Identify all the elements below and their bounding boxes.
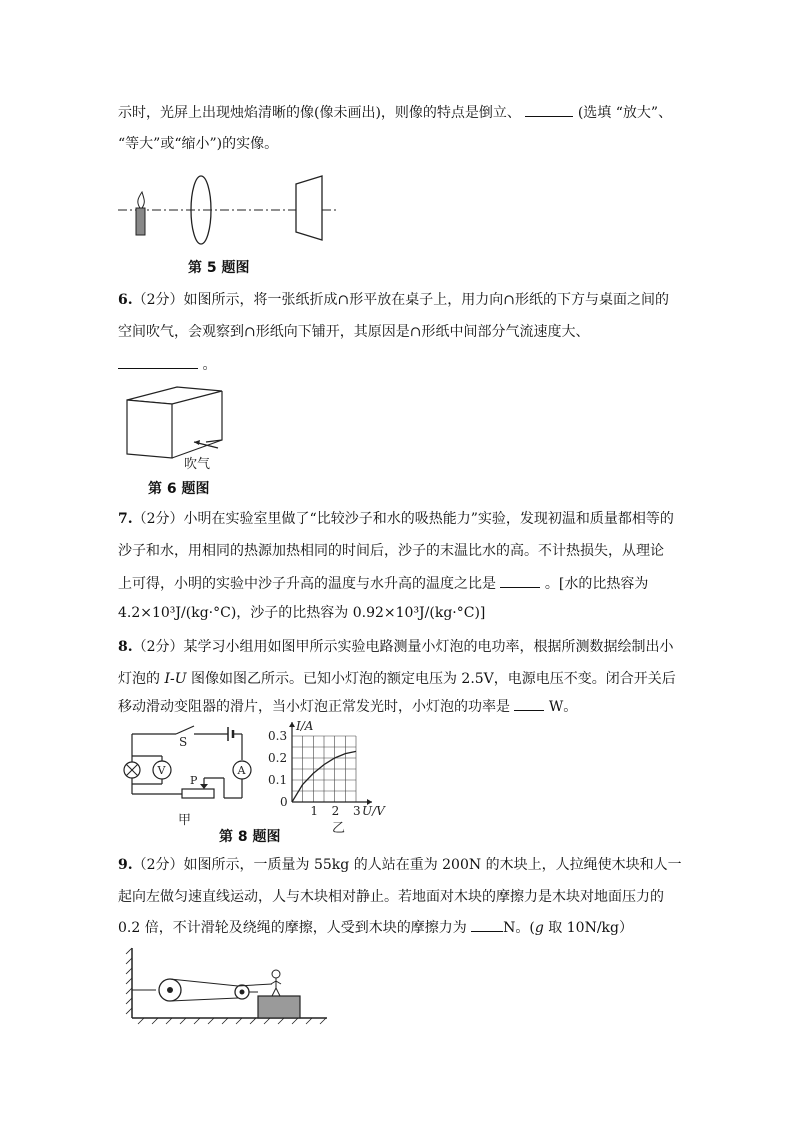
q6-line1	[118, 291, 669, 309]
q7-number: 7.	[118, 511, 133, 527]
switch-lever	[176, 726, 194, 734]
airflow-arrowhead	[194, 440, 200, 445]
chart-grid	[292, 736, 356, 802]
x-tick-label: 3	[353, 804, 361, 818]
person-head	[272, 970, 280, 978]
q6-line3	[118, 355, 216, 374]
q7-line3-suffix: 。[水的比热容为	[544, 576, 649, 592]
paper-front-side	[127, 400, 172, 458]
chart-x-axis-label: U/V	[362, 804, 385, 818]
q9-number: 9.	[118, 857, 133, 873]
q8-number: 8.	[118, 639, 133, 655]
y-axis-arrow	[289, 722, 295, 727]
q9-answer-blank[interactable]	[471, 918, 503, 932]
q6-answer-blank[interactable]	[118, 355, 198, 369]
q7-line4: 4.2×10³J/(kg·°C)，沙子的比热容为 0.92×10³J/(kg·°C)]	[118, 605, 486, 621]
q6-figure-folded-paper	[122, 382, 232, 474]
slider-label: P	[190, 774, 198, 787]
q5-line2: “等大”或“缩小”)的实像。	[118, 136, 279, 152]
q9-line2: 起向左做匀速直线运动，人与木块相对静止。若地面对木块的摩擦力是木块对地面压力的	[118, 889, 664, 905]
x-tick-label: 1	[310, 804, 318, 818]
q7-line1-text: （2分）小明在实验室里做了“比较沙子和水的吸热能力”实验，发现初温和质量都相等的	[132, 511, 674, 527]
y-tick-label: 0.1	[268, 773, 288, 787]
q9-line3-prefix: 0.2 倍，不计滑轮及绕绳的摩擦，人受到木块的摩擦力为	[118, 920, 467, 936]
candle-flame	[138, 192, 144, 208]
q8-iu-chart	[268, 718, 398, 836]
q6-blow-label: 吹气	[184, 457, 211, 472]
candle	[136, 208, 145, 235]
q9-g-symbol: g	[534, 920, 544, 936]
light-screen	[296, 176, 322, 240]
q7-answer-blank[interactable]	[500, 574, 540, 588]
q8-answer-blank[interactable]	[514, 697, 544, 711]
q5-figure-lens-setup	[118, 172, 348, 250]
q9-line3-suffix: 取 10N/kg）	[543, 920, 633, 936]
q8-caption: 第 8 题图	[219, 829, 281, 845]
switch-label: S	[179, 735, 188, 749]
ground-hatching	[138, 1018, 326, 1024]
chart-label-yi: 乙	[332, 821, 346, 836]
q7-line3	[118, 574, 648, 593]
q7-line2: 沙子和水，用相同的热源加热相同的时间后，沙子的末温比水的高。不计热损失，从理论	[118, 543, 664, 559]
q8-line1	[118, 638, 674, 656]
q8-line3-suffix: W。	[548, 699, 578, 715]
q6-line1-text: （2分）如图所示，将一张纸折成∩形平放在桌子上，用力向∩形纸的下方与桌面之间的	[132, 292, 669, 308]
q6-line3-suffix: 。	[202, 357, 217, 373]
fixed-pulley-axle	[167, 987, 173, 993]
y-tick-label: 0.2	[268, 751, 288, 765]
q5-caption: 第 5 题图	[188, 260, 250, 276]
q8-circuit-diagram	[120, 722, 260, 832]
person-arm-right	[276, 981, 281, 984]
q8-line3-prefix: 移动滑动变阻器的滑片，当小灯泡正常发光时，小灯泡的功率是	[118, 699, 510, 715]
q9-line1-text: （2分）如图所示，一质量为 55kg 的人站在重为 200N 的木块上，人拉绳使木块和人一	[132, 857, 682, 873]
q7-line1	[118, 510, 674, 528]
q8-iu-label: I-U	[164, 671, 187, 687]
ammeter-label: A	[237, 764, 246, 777]
person-leg-right	[276, 988, 280, 996]
q9-figure-pulley-block	[122, 944, 332, 1026]
q5-line1-prefix: 示时，光屏上出现烛焰清晰的像(像未画出)，则像的特点是倒立、	[118, 105, 521, 121]
q9-line1	[118, 856, 682, 874]
x-tick-label: 2	[331, 804, 340, 818]
rheostat	[182, 789, 214, 798]
q8-line2	[118, 670, 676, 688]
q6-caption: 第 6 题图	[148, 481, 210, 497]
rope-lower	[170, 998, 238, 1001]
q5-line1-suffix: (选填 “放大”、	[577, 105, 673, 121]
voltmeter-label: V	[157, 764, 166, 777]
q8-line2-suffix: 图像如图乙所示。已知小灯泡的额定电压为 2.5V，电源电压不变。闭合开关后	[186, 671, 676, 687]
y-tick-label: 0.3	[268, 729, 288, 743]
q5-line1	[118, 103, 672, 122]
q5-answer-blank[interactable]	[525, 103, 573, 117]
chart-y-axis-label: I/A	[296, 719, 314, 733]
chart-axes	[289, 722, 372, 805]
q9-line3	[118, 918, 633, 937]
paper-back-side	[206, 391, 222, 442]
person-leg-left	[272, 988, 276, 996]
q7-line3-prefix: 上可得，小明的实验中沙子升高的温度与水升高的温度之比是	[118, 576, 496, 592]
person-arm-left	[271, 981, 276, 984]
slider-arrowhead	[200, 784, 208, 789]
q8-line2-prefix: 灯泡的	[118, 671, 165, 687]
wall-hatching	[126, 948, 132, 1014]
q6-line2: 空间吹气，会观察到∩形纸向下铺开，其原因是∩形纸中间部分气流速度大、	[118, 324, 590, 340]
q9-line3-mid: N。(	[503, 920, 535, 936]
wooden-block	[258, 996, 300, 1018]
q8-line3	[118, 697, 577, 716]
q6-number: 6.	[118, 292, 133, 308]
movable-pulley-axle	[240, 990, 245, 995]
chart-origin-label: 0	[280, 795, 288, 809]
circuit-label-jia: 甲	[178, 813, 192, 828]
q8-line1-text: （2分）某学习小组用如图甲所示实验电路测量小灯泡的电功率，根据所测数据绘制出小	[132, 639, 674, 655]
